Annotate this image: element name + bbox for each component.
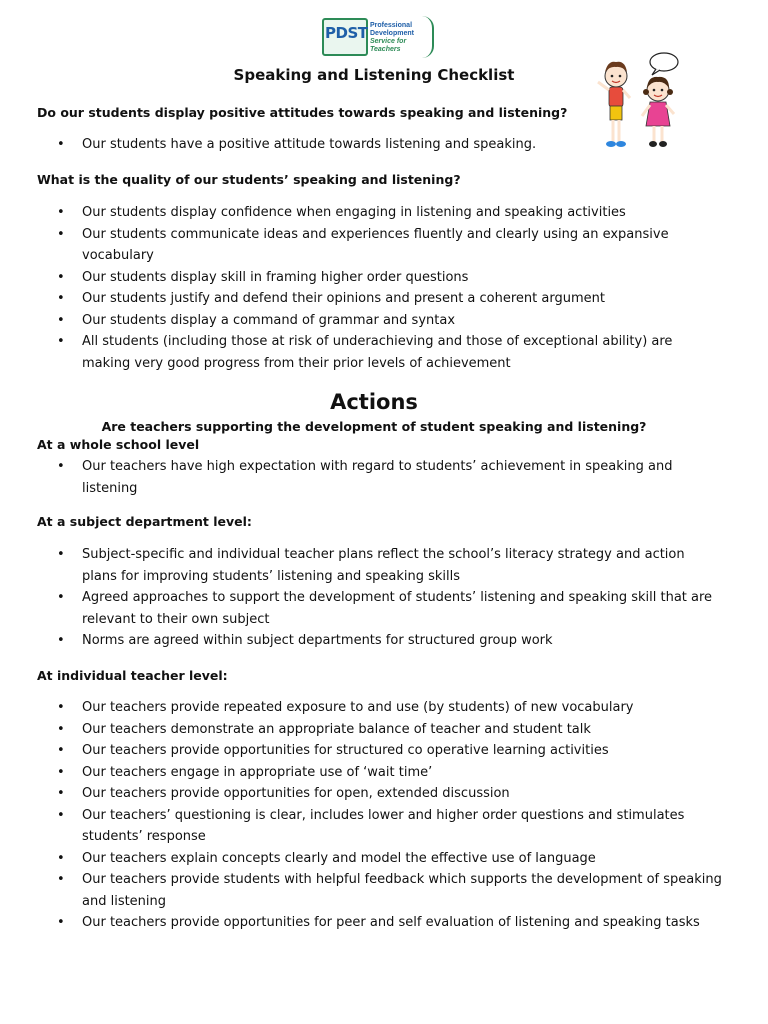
list-item: • Our teachers engage in appropriate use of ‘wait time’ xyxy=(37,762,722,784)
whole-school-list xyxy=(37,456,722,499)
section-subject-department: At a subject department level: xyxy=(37,514,252,529)
list-item: • Our students have a positive attitude towards listening and speaking. xyxy=(37,134,722,156)
list-item: • Our teachers have high expectation with regard to students’ achievement in speaking and listening xyxy=(37,456,722,499)
list-item: • Our teachers’ questioning is clear, includes lower and higher order questions and stimulates students’ response xyxy=(37,805,722,848)
pdst-logo xyxy=(322,16,432,58)
pdst-logo-brand: PDST xyxy=(325,24,368,42)
actions-subheading: Are teachers supporting the development of student speaking and listening? xyxy=(101,419,647,434)
actions-heading: Actions xyxy=(330,390,418,414)
page-title: Speaking and Listening Checklist xyxy=(233,66,515,84)
list-item: • Our teachers provide opportunities for structured co operative learning activities xyxy=(37,740,722,762)
list-item: • Our teachers demonstrate an appropriate balance of teacher and student talk xyxy=(37,719,722,741)
list-item: • Our students display confidence when engaging in listening and speaking activities xyxy=(37,202,722,224)
list-item: • Our teachers provide repeated exposure to and use (by students) of new vocabulary xyxy=(37,697,722,719)
section-individual-teacher: At individual teacher level: xyxy=(37,668,228,683)
attitudes-list xyxy=(37,134,722,156)
list-item: • Subject-specific and individual teacher plans reflect the school’s literacy strategy and action plans for improving students’ listening and speaking skills xyxy=(37,544,722,587)
list-item: • Our students communicate ideas and experiences fluently and clearly using an expansive vocabulary xyxy=(37,224,722,267)
list-item: • Our students justify and defend their opinions and present a coherent argument xyxy=(37,288,722,310)
question-attitudes: Do our students display positive attitudes towards speaking and listening? xyxy=(37,105,568,120)
list-item: • Our students display a command of grammar and syntax xyxy=(37,310,722,332)
individual-teacher-list xyxy=(37,697,722,934)
list-item: • Our teachers provide students with helpful feedback which supports the development of speaking and listening xyxy=(37,869,722,912)
list-item: • Our teachers provide opportunities for open, extended discussion xyxy=(37,783,722,805)
quality-list xyxy=(37,202,722,374)
list-item: • Norms are agreed within subject departments for structured group work xyxy=(37,630,722,652)
list-item: • Agreed approaches to support the development of students’ listening and speaking skill that are relevant to their own subject xyxy=(37,587,722,630)
pdst-logo-line3: Service for Teachers xyxy=(370,38,407,53)
subject-department-list xyxy=(37,544,722,652)
section-whole-school: At a whole school level xyxy=(37,437,200,452)
list-item: • All students (including those at risk of underachieving and those of exceptional ability) are making very good progress from their prior levels of achievement xyxy=(37,331,722,374)
pdst-logo-swoosh xyxy=(422,16,434,58)
list-item: • Our students display skill in framing higher order questions xyxy=(37,267,722,289)
question-quality: What is the quality of our students’ speaking and listening? xyxy=(37,172,461,187)
list-item: • Our teachers explain concepts clearly and model the effective use of language xyxy=(37,848,722,870)
pdst-logo-line2: Development xyxy=(370,30,414,37)
list-item: • Our teachers provide opportunities for peer and self evaluation of listening and speaking tasks xyxy=(37,912,722,934)
pdst-logo-line1: Professional xyxy=(370,22,413,29)
